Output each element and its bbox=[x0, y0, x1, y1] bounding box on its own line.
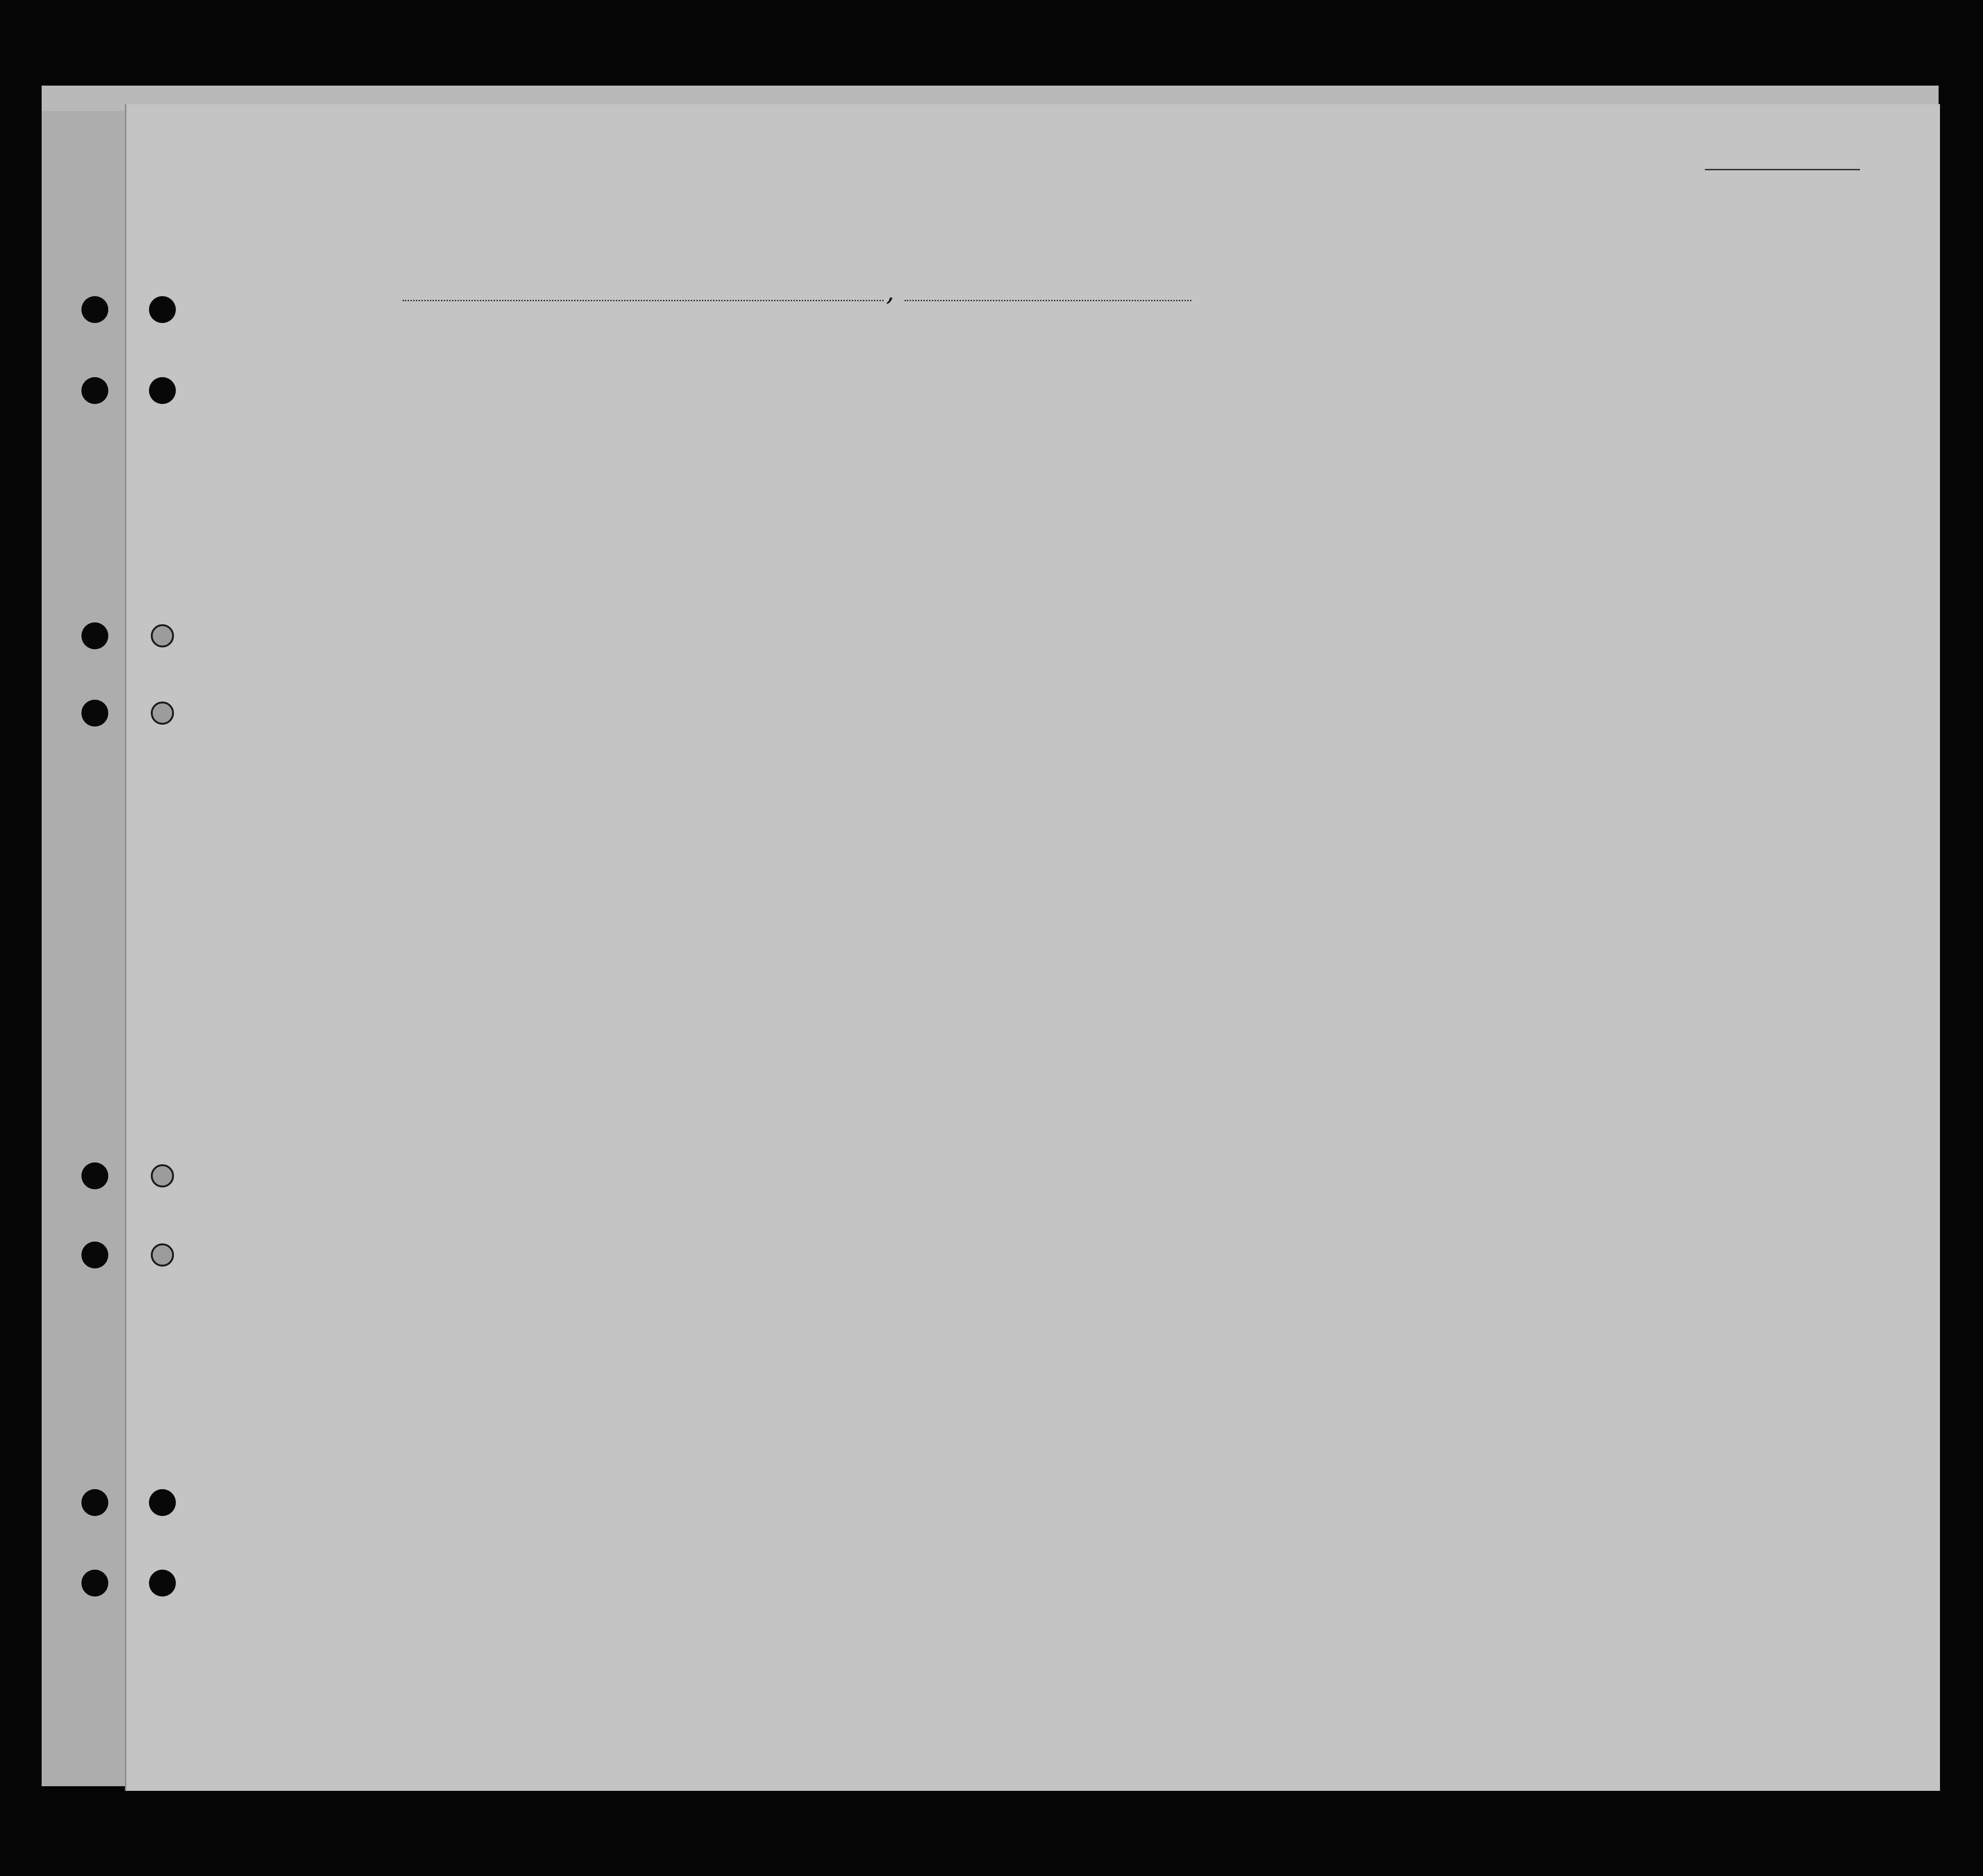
comma: , bbox=[886, 277, 894, 307]
